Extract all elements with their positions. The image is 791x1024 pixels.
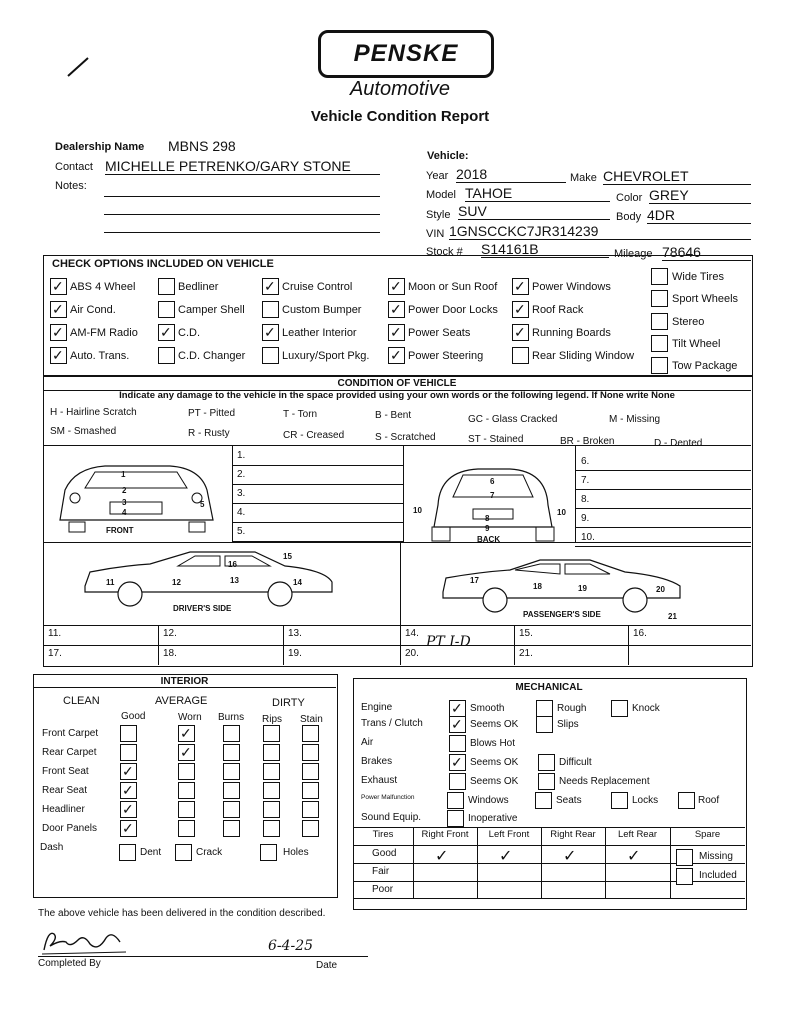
condition-line-number: 4. xyxy=(237,507,246,518)
check-mark-icon: ✓ xyxy=(499,848,513,865)
mechanical-row-label: Engine xyxy=(361,702,393,713)
divider xyxy=(400,625,401,665)
check-mark-icon: ✓ xyxy=(52,324,64,340)
damage-marker: 15 xyxy=(283,552,292,561)
completed-by-label: Completed By xyxy=(38,958,101,969)
damage-marker: 12 xyxy=(172,578,181,587)
option-label: ABS 4 Wheel xyxy=(70,281,136,293)
mechanical-option-label: Seems OK xyxy=(470,757,519,768)
option-label: Leather Interior xyxy=(282,327,357,339)
condition-line-number: 17. xyxy=(48,648,62,659)
interior-checkbox[interactable] xyxy=(263,801,280,818)
mileage-value[interactable]: 78646 xyxy=(662,244,751,261)
check-mark-icon: ✓ xyxy=(122,763,134,779)
interior-row-label: Headliner xyxy=(42,804,85,815)
damage-marker: 11 xyxy=(106,578,115,587)
mechanical-option-label: Slips xyxy=(557,719,579,730)
option-label: C.D. xyxy=(178,327,200,339)
legend-item: T - Torn xyxy=(283,409,318,420)
body-value[interactable]: 4DR xyxy=(647,207,751,224)
check-mark-icon: ✓ xyxy=(514,301,526,317)
pen-mark-icon xyxy=(64,54,94,80)
interior-checkbox[interactable] xyxy=(302,744,319,761)
legend-item: CR - Creased xyxy=(283,430,345,441)
legend-item: D - Dented xyxy=(654,438,703,449)
condition-entry-line[interactable] xyxy=(575,508,751,509)
check-mark-icon: ✓ xyxy=(390,347,402,363)
condition-line-number: 14. xyxy=(405,628,419,639)
date-label: Date xyxy=(316,960,338,971)
option-checkbox[interactable] xyxy=(651,313,668,330)
mechanical-checkbox[interactable] xyxy=(536,716,553,733)
option-label: Wide Tires xyxy=(672,271,724,283)
check-mark-icon: ✓ xyxy=(435,848,449,865)
interior-column-label: Good xyxy=(121,711,146,722)
style-value[interactable]: SUV xyxy=(458,203,610,220)
check-mark-icon: ✓ xyxy=(264,278,276,294)
condition-line-number: 3. xyxy=(237,488,246,499)
condition-entry-line[interactable] xyxy=(232,484,403,485)
interior-checkbox[interactable] xyxy=(263,782,280,799)
divider xyxy=(43,542,751,543)
year-value[interactable]: 2018 xyxy=(456,166,566,183)
spare-option-label: Missing xyxy=(699,851,733,862)
legend-item: ST - Stained xyxy=(468,434,524,445)
check-mark-icon: ✓ xyxy=(563,848,577,865)
check-mark-icon: ✓ xyxy=(514,324,526,340)
legend-item: S - Scratched xyxy=(375,432,436,443)
tires-column-header: Right Front xyxy=(421,829,469,840)
dash-label: Dash xyxy=(40,842,64,853)
damage-marker: 5 xyxy=(200,500,205,509)
damage-marker: 18 xyxy=(533,582,542,591)
option-checkbox[interactable] xyxy=(651,290,668,307)
mechanical-checkbox[interactable] xyxy=(678,792,695,809)
mechanical-row-label: Brakes xyxy=(361,756,393,767)
make-label: Make xyxy=(570,172,597,184)
condition-line-number: 16. xyxy=(633,628,647,639)
legend-item: M - Missing xyxy=(609,414,661,425)
delivery-statement: The above vehicle has been delivered in the condition described. xyxy=(38,908,326,919)
divider xyxy=(353,845,745,846)
mechanical-title: MECHANICAL xyxy=(515,682,583,693)
interior-checkbox[interactable] xyxy=(223,801,240,818)
legend-item: SM - Smashed xyxy=(50,426,117,437)
mechanical-row-label: Power Malfunction xyxy=(361,794,415,801)
divider xyxy=(514,625,515,665)
damage-marker: 21 xyxy=(668,612,677,621)
option-label: Power Door Locks xyxy=(408,304,498,316)
condition-line-number: 20. xyxy=(405,648,419,659)
damage-marker: 19 xyxy=(578,584,587,593)
page-title: Vehicle Condition Report xyxy=(310,108,490,125)
style-label: Style xyxy=(426,209,451,221)
option-label: C.D. Changer xyxy=(178,350,246,362)
mechanical-row-label: Exhaust xyxy=(361,775,398,786)
options-title: CHECK OPTIONS INCLUDED ON VEHICLE xyxy=(52,258,274,270)
check-mark-icon: ✓ xyxy=(180,725,192,741)
divider xyxy=(33,687,336,688)
condition-line-number: 18. xyxy=(163,648,177,659)
mechanical-option-label: Seats xyxy=(556,795,582,806)
model-label: Model xyxy=(426,189,456,201)
tires-column-header: Right Rear xyxy=(550,829,596,840)
spare-option-label: Included xyxy=(699,870,737,881)
tires-row-label: Good xyxy=(372,848,397,859)
interior-checkbox[interactable] xyxy=(223,763,240,780)
mechanical-checkbox[interactable] xyxy=(449,773,466,790)
interior-checkbox[interactable] xyxy=(263,820,280,837)
date-value[interactable]: 6-4-25 xyxy=(268,938,314,954)
check-mark-icon: ✓ xyxy=(390,278,402,294)
mechanical-checkbox[interactable] xyxy=(535,792,552,809)
interior-clean-label: CLEAN xyxy=(63,695,100,707)
front-view-diagram xyxy=(55,460,220,535)
interior-row-label: Front Carpet xyxy=(42,728,99,739)
mechanical-checkbox[interactable] xyxy=(611,792,628,809)
condition-line-number: 19. xyxy=(288,648,302,659)
color-value[interactable]: GREY xyxy=(649,187,751,204)
mechanical-option-label: Locks xyxy=(632,795,659,806)
interior-checkbox[interactable] xyxy=(302,725,319,742)
mechanical-option-label: Rough xyxy=(557,703,587,714)
check-mark-icon: ✓ xyxy=(52,301,64,317)
back-view-label: BACK xyxy=(477,535,501,544)
damage-marker: 2 xyxy=(122,486,127,495)
divider xyxy=(43,445,751,446)
interior-row-label: Front Seat xyxy=(42,766,89,777)
interior-checkbox[interactable] xyxy=(302,763,319,780)
interior-checkbox[interactable] xyxy=(302,782,319,799)
interior-checkbox[interactable] xyxy=(263,725,280,742)
mechanical-option-label: Seems OK xyxy=(470,776,519,787)
condition-line-number: 12. xyxy=(163,628,177,639)
option-checkbox[interactable] xyxy=(158,301,175,318)
damage-marker: 16 xyxy=(228,560,237,569)
check-mark-icon: ✓ xyxy=(52,347,64,363)
damage-marker: 14 xyxy=(293,578,302,587)
tires-column-header: Left Rear xyxy=(617,829,658,840)
condition-line-number: 15. xyxy=(519,628,533,639)
condition-line-number: 7. xyxy=(581,475,590,486)
interior-column-label: Rips xyxy=(262,714,283,725)
option-checkbox[interactable] xyxy=(651,268,668,285)
option-label: Tilt Wheel xyxy=(672,338,721,350)
interior-checkbox[interactable] xyxy=(178,782,195,799)
option-label: Roof Rack xyxy=(532,304,584,316)
mechanical-option-label: Roof xyxy=(698,795,720,806)
mechanical-option-label: Blows Hot xyxy=(470,738,516,749)
mechanical-option-label: Needs Replacement xyxy=(559,776,650,787)
option-label: Stereo xyxy=(672,316,705,328)
divider xyxy=(628,625,629,665)
damage-marker: 10 xyxy=(557,508,566,517)
interior-checkbox[interactable] xyxy=(120,744,137,761)
interior-checkbox[interactable] xyxy=(302,820,319,837)
check-mark-icon: ✓ xyxy=(451,754,463,770)
option-label: Luxury/Sport Pkg. xyxy=(282,350,370,362)
damage-marker: 1 xyxy=(121,470,126,479)
dash-option-label: Holes xyxy=(283,847,309,858)
check-mark-icon: ✓ xyxy=(451,700,463,716)
option-label: Air Cond. xyxy=(70,304,116,316)
dash-checkbox[interactable] xyxy=(260,844,277,861)
mechanical-row-label: Air xyxy=(361,737,374,748)
divider xyxy=(232,445,233,542)
model-value[interactable]: TAHOE xyxy=(465,185,610,202)
interior-checkbox[interactable] xyxy=(223,820,240,837)
interior-checkbox[interactable] xyxy=(223,782,240,799)
interior-row-label: Door Panels xyxy=(42,823,98,834)
divider xyxy=(158,625,159,665)
divider xyxy=(403,445,404,542)
damage-marker: 17 xyxy=(470,576,479,585)
option-checkbox[interactable] xyxy=(262,347,279,364)
interior-column-label: Burns xyxy=(218,712,245,723)
dealer-name-label: Dealership Name xyxy=(55,141,145,153)
interior-checkbox[interactable] xyxy=(302,801,319,818)
option-label: Power Seats xyxy=(408,327,471,339)
option-checkbox[interactable] xyxy=(262,301,279,318)
condition-line-number: 10. xyxy=(581,532,595,543)
condition-entry-line[interactable] xyxy=(232,541,403,542)
notes-label: Notes: xyxy=(55,180,87,192)
divider xyxy=(353,898,745,899)
dash-option-label: Dent xyxy=(140,847,162,858)
contact-label: Contact xyxy=(55,161,93,173)
check-mark-icon: ✓ xyxy=(514,278,526,294)
damage-marker: 13 xyxy=(230,576,239,585)
signature-icon xyxy=(40,924,130,958)
mechanical-checkbox[interactable] xyxy=(611,700,628,717)
passenger-view-label: PASSENGER'S SIDE xyxy=(523,610,601,619)
tires-row-label: Poor xyxy=(372,884,394,895)
tires-column-header: Tires xyxy=(372,829,394,840)
mechanical-row-label: Trans / Clutch xyxy=(361,718,423,729)
dash-checkbox[interactable] xyxy=(175,844,192,861)
interior-checkbox[interactable] xyxy=(178,820,195,837)
divider xyxy=(43,625,751,626)
condition-entry-line[interactable] xyxy=(575,489,751,490)
mechanical-checkbox[interactable] xyxy=(449,735,466,752)
interior-checkbox[interactable] xyxy=(223,725,240,742)
notes-line[interactable] xyxy=(104,196,380,197)
logo-subtitle: Automotive xyxy=(349,78,451,100)
mechanical-option-label: Smooth xyxy=(470,703,505,714)
option-label: Moon or Sun Roof xyxy=(408,281,498,293)
mileage-label: Mileage xyxy=(614,248,653,260)
interior-column-label: Worn xyxy=(178,712,202,723)
condition-line-number: 2. xyxy=(237,469,246,480)
mechanical-option-label: Windows xyxy=(468,795,509,806)
condition-entry-line[interactable] xyxy=(232,465,403,466)
interior-row-label: Rear Carpet xyxy=(42,747,97,758)
option-label: Auto. Trans. xyxy=(70,350,130,362)
condition-line-number: 21. xyxy=(519,648,533,659)
legend-item: PT - Pitted xyxy=(188,408,236,419)
mechanical-option-label: Difficult xyxy=(559,757,592,768)
check-mark-icon: ✓ xyxy=(627,848,641,865)
mechanical-row-label: Sound Equip. xyxy=(361,812,422,823)
interior-column-label: Stain xyxy=(300,714,323,725)
condition-line-number: 5. xyxy=(237,526,246,537)
interior-dirty-label: DIRTY xyxy=(272,697,305,709)
stock-label: Stock # xyxy=(426,246,463,258)
option-label: Power Windows xyxy=(532,281,611,293)
condition-line-number: 9. xyxy=(581,513,590,524)
damage-marker: 20 xyxy=(656,585,665,594)
notes-line[interactable] xyxy=(104,214,380,215)
mechanical-checkbox[interactable] xyxy=(447,792,464,809)
condition-entry-line[interactable] xyxy=(232,522,403,523)
option-checkbox[interactable] xyxy=(158,278,175,295)
divider xyxy=(353,827,745,828)
year-label: Year xyxy=(426,170,449,182)
condition-entry-line[interactable] xyxy=(575,546,751,547)
passenger-side-diagram xyxy=(440,556,690,616)
option-label: AM-FM Radio xyxy=(70,327,138,339)
vin-label: VIN xyxy=(426,228,445,240)
option-label: Sport Wheels xyxy=(672,293,739,305)
interior-row-label: Rear Seat xyxy=(42,785,88,796)
mechanical-option-label: Seems OK xyxy=(470,719,519,730)
interior-checkbox[interactable] xyxy=(263,763,280,780)
interior-title: INTERIOR xyxy=(160,676,209,687)
condition-line-number: 11. xyxy=(48,628,62,639)
divider xyxy=(400,542,401,625)
legend-item: GC - Glass Cracked xyxy=(468,414,558,425)
logo-text: PENSKE xyxy=(353,40,459,67)
check-mark-icon: ✓ xyxy=(390,324,402,340)
option-label: Running Boards xyxy=(532,327,611,339)
mechanical-checkbox[interactable] xyxy=(536,700,553,717)
mechanical-option-label: Knock xyxy=(632,703,660,714)
spare-checkbox[interactable] xyxy=(676,849,693,866)
option-checkbox[interactable] xyxy=(158,347,175,364)
condition-line-number: 1. xyxy=(237,450,246,461)
tires-row-label: Fair xyxy=(372,866,390,877)
mechanical-option-label: Inoperative xyxy=(468,813,518,824)
mechanical-checkbox[interactable] xyxy=(538,754,555,771)
condition-line-number: 6. xyxy=(581,456,590,467)
contact-value[interactable]: MICHELLE PETRENKO/GARY STONE xyxy=(105,158,380,175)
check-mark-icon: ✓ xyxy=(122,801,134,817)
vin-value[interactable]: 1GNSCCKC7JR314239 xyxy=(449,223,751,240)
check-mark-icon: ✓ xyxy=(122,782,134,798)
option-checkbox[interactable] xyxy=(512,347,529,364)
tires-column-header: Spare xyxy=(694,829,721,840)
interior-checkbox[interactable] xyxy=(223,744,240,761)
interior-checkbox[interactable] xyxy=(178,763,195,780)
legend-item: R - Rusty xyxy=(188,428,230,439)
option-label: Custom Bumper xyxy=(282,304,362,316)
stock-value[interactable]: S14161B xyxy=(481,241,609,258)
option-label: Camper Shell xyxy=(178,304,245,316)
option-label: Bedliner xyxy=(178,281,219,293)
condition-line-number: 13. xyxy=(288,628,302,639)
legend-item: B - Bent xyxy=(375,410,412,421)
interior-average-label: AVERAGE xyxy=(155,695,208,707)
divider xyxy=(283,625,284,665)
check-mark-icon: ✓ xyxy=(52,278,64,294)
condition-entry-line[interactable] xyxy=(575,527,751,528)
tires-column-header: Left Front xyxy=(488,829,530,840)
mechanical-checkbox[interactable] xyxy=(447,810,464,827)
option-label: Tow Package xyxy=(672,360,738,372)
dash-checkbox[interactable] xyxy=(119,844,136,861)
dash-option-label: Crack xyxy=(196,847,223,858)
check-mark-icon: ✓ xyxy=(160,324,172,340)
logo xyxy=(318,30,494,78)
vehicle-label: Vehicle: xyxy=(427,150,469,162)
color-label: Color xyxy=(616,192,643,204)
divider xyxy=(43,645,751,646)
legend-item: H - Hairline Scratch xyxy=(50,407,137,418)
make-value[interactable]: CHEVROLET xyxy=(603,168,751,185)
interior-checkbox[interactable] xyxy=(120,725,137,742)
spare-checkbox[interactable] xyxy=(676,868,693,885)
driver-view-label: DRIVER'S SIDE xyxy=(173,604,232,613)
check-mark-icon: ✓ xyxy=(122,820,134,836)
damage-marker: 6 xyxy=(490,477,495,486)
damage-marker: 10 xyxy=(413,506,422,515)
check-mark-icon: ✓ xyxy=(264,324,276,340)
damage-marker: 4 xyxy=(122,508,127,517)
condition-title: CONDITION OF VEHICLE xyxy=(337,378,457,389)
damage-marker: 3 xyxy=(122,498,127,507)
damage-marker: 7 xyxy=(490,491,495,500)
interior-checkbox[interactable] xyxy=(178,801,195,818)
option-checkbox[interactable] xyxy=(651,335,668,352)
option-label: Power Steering xyxy=(408,350,484,362)
check-mark-icon: ✓ xyxy=(451,716,463,732)
dealer-name-value[interactable]: MBNS 298 xyxy=(168,138,236,154)
option-checkbox[interactable] xyxy=(651,357,668,374)
condition-instruction: Indicate any damage to the vehicle in the space provided using your own words or the following legend. If None write None xyxy=(119,390,675,401)
option-label: Rear Sliding Window xyxy=(532,350,635,362)
condition-line-number: 8. xyxy=(581,494,590,505)
condition-entry-line[interactable] xyxy=(575,470,751,471)
mechanical-checkbox[interactable] xyxy=(538,773,555,790)
damage-marker: 9 xyxy=(485,524,490,533)
legend-item: BR - Broken xyxy=(560,436,615,447)
signature-line[interactable] xyxy=(38,956,368,957)
condition-entry-17[interactable]: PT I-D xyxy=(426,634,471,650)
damage-marker: 8 xyxy=(485,514,490,523)
check-mark-icon: ✓ xyxy=(180,744,192,760)
front-view-label: FRONT xyxy=(106,526,134,535)
body-label: Body xyxy=(616,211,642,223)
condition-entry-line[interactable] xyxy=(232,503,403,504)
notes-line[interactable] xyxy=(104,232,380,233)
interior-checkbox[interactable] xyxy=(263,744,280,761)
check-mark-icon: ✓ xyxy=(390,301,402,317)
option-label: Cruise Control xyxy=(282,281,353,293)
